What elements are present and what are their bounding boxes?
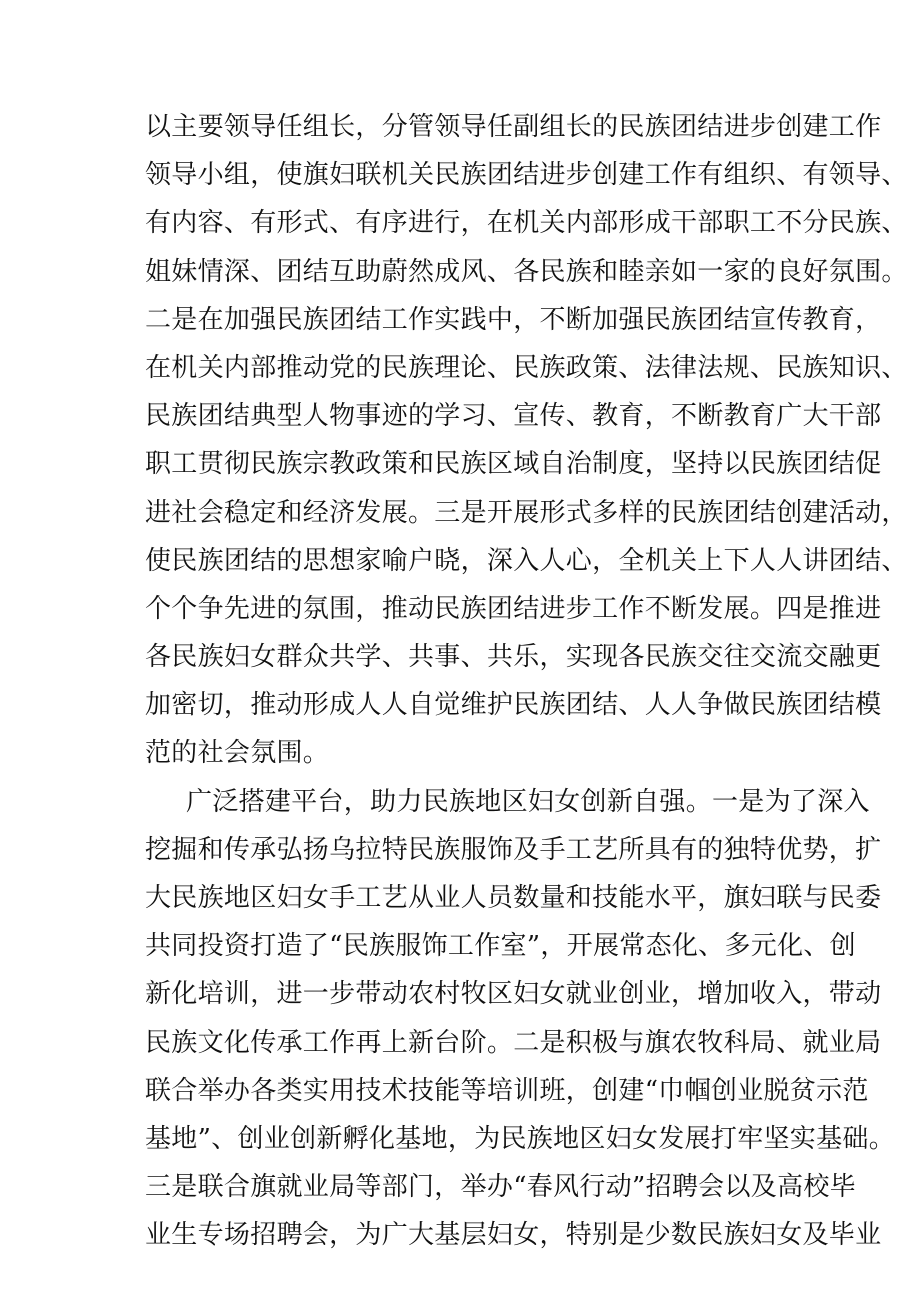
text-line: 以主要领导任组长，分管领导任副组长的民族团结进步创建工作	[145, 112, 882, 142]
text-line: 新化培训，进一步带动农村牧区妇女就业创业，增加收入，带动	[145, 979, 882, 1010]
text-line: 使民族团结的思想家喻户晓，深入人心，全机关上下人人讲团结、	[145, 545, 908, 576]
text-line: 加密切，推动形成人人自觉维护民族团结、人人争做民族团结模	[145, 690, 882, 721]
text-line: 职工贯彻民族宗教政策和民族区域自治制度，坚持以民族团结促	[145, 449, 882, 480]
text-line: 二是在加强民族团结工作实践中，不断加强民族团结宣传教育，	[145, 304, 882, 335]
text-line: 范的社会氛围。	[145, 738, 330, 769]
text-line: 业生专场招聘会，为广大基层妇女，特别是少数民族妇女及毕业	[145, 1220, 882, 1251]
text-line: 在机关内部推动党的民族理论、民族政策、法律法规、民族知识、	[145, 352, 908, 383]
text-line: 基地”、创业创新孵化基地，为民族地区妇女发展打牢坚实基础。	[145, 1123, 895, 1154]
text-line: 三是联合旗就业局等部门，举办“春风行动”招聘会以及高校毕	[145, 1172, 856, 1203]
text-line: 挖掘和传承弘扬乌拉特民族服饰及手工艺所具有的独特优势，扩	[145, 834, 882, 865]
text-line: 大民族地区妇女手工艺从业人员数量和技能水平，旗妇联与民委	[145, 883, 882, 913]
text-line: 领导小组，使旗妇联机关民族团结进步创建工作有组织、有领导、	[145, 160, 908, 191]
text-line: 各民族妇女群众共学、共事、共乐，实现各民族交往交流交融更	[145, 642, 882, 673]
paragraph-1	[145, 103, 908, 778]
text-line: 共同投资打造了“民族服饰工作室”，开展常态化、多元化、创	[145, 931, 856, 962]
text-line: 民族文化传承工作再上新台阶。二是积极与旗农牧科局、就业局	[145, 1027, 882, 1058]
text-line: 有内容、有形式、有序进行，在机关内部形成干部职工不分民族、	[145, 208, 908, 239]
text-line: 广泛搭建平台，助力民族地区妇女创新自强。一是为了深入	[186, 786, 870, 817]
text-line: 个个争先进的氛围，推动民族团结进步工作不断发展。四是推进	[145, 593, 882, 624]
text-line: 进社会稳定和经济发展。三是开展形式多样的民族团结创建活动，	[145, 497, 908, 528]
document-body	[145, 103, 908, 1260]
text-line: 姐妹情深、团结互助蔚然成风、各民族和睦亲如一家的良好氛围。	[145, 256, 908, 287]
text-line: 联合举办各类实用技术技能等培训班，创建“巾帼创业脱贫示范	[145, 1075, 869, 1106]
text-line: 民族团结典型人物事迹的学习、宣传、教育，不断教育广大干部	[145, 401, 882, 432]
paragraph-2	[145, 778, 895, 1260]
